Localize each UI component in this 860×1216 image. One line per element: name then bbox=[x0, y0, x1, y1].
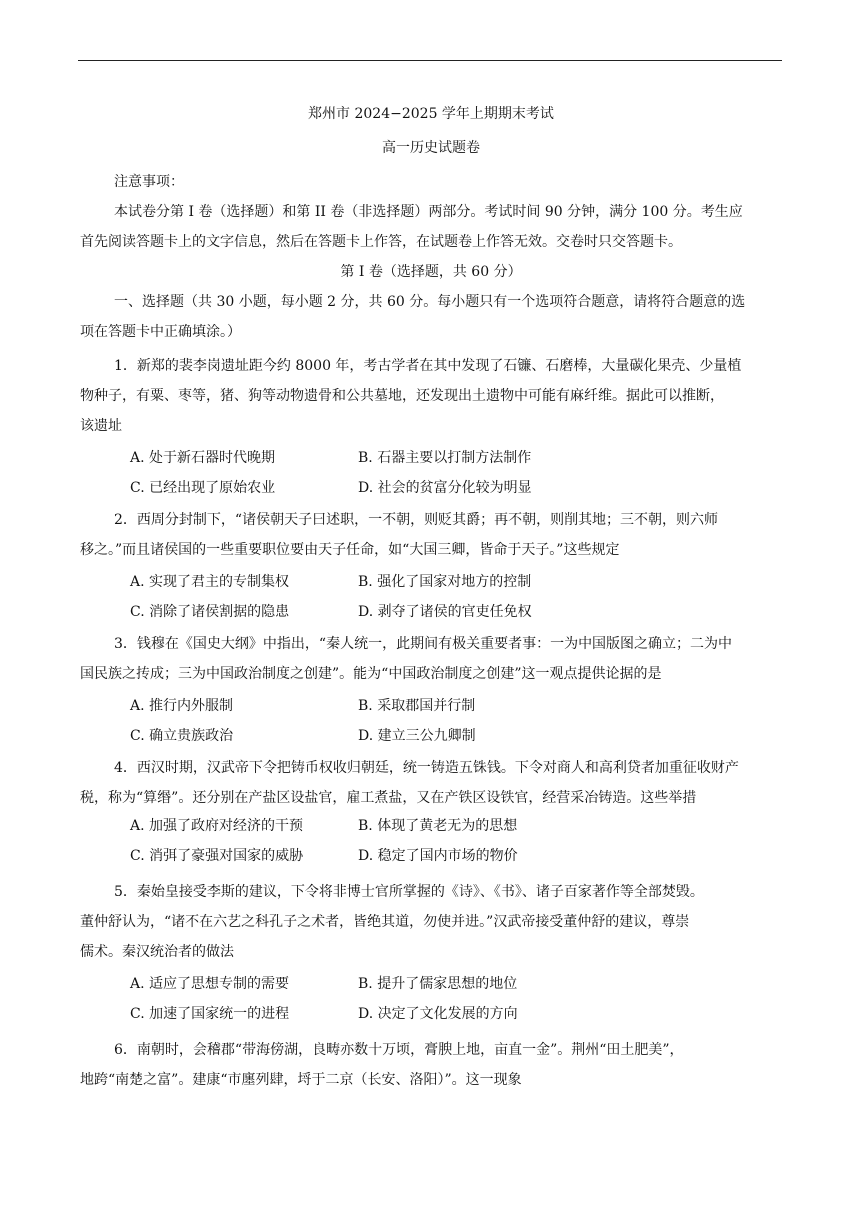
option-c: C. 消除了诸侯割据的隐患 bbox=[130, 604, 290, 620]
option-d: D. 稳定了国内市场的物价 bbox=[358, 848, 518, 864]
option-c: C. 加速了国家统一的进程 bbox=[130, 1006, 290, 1022]
option-a: A. 推行内外服制 bbox=[130, 698, 234, 714]
option-d: D. 剥夺了诸侯的官吏任免权 bbox=[358, 604, 532, 620]
question-stem: 该遗址 bbox=[80, 418, 122, 434]
section-instruction: 项在答题卡中正确填涂。） bbox=[80, 324, 241, 340]
option-c: C. 消弭了豪强对国家的威胁 bbox=[130, 848, 304, 864]
notice-heading: 注意事项： bbox=[114, 174, 184, 190]
question-stem: 4．西汉时期，汉武帝下令把铸币权收归朝廷，统一铸造五铢钱。下令对商人和高利贷者加重征收财产 bbox=[114, 760, 739, 776]
question-stem: 2．西周分封制下，“诸侯朝天子曰述职，一不朝，则贬其爵；再不朝，则削其地；三不朝，则六师 bbox=[114, 512, 719, 528]
question-3 bbox=[80, 631, 782, 751]
notice-line: 首先阅读答题卡上的文字信息，然后在答题卡上作答，在试题卷上作答无效。交卷时只交答题卡。 bbox=[80, 234, 682, 250]
question-4 bbox=[80, 755, 782, 871]
question-stem: 税，称为“算缗”。还分别在产盐区设盐官，雇工煮盐，又在产铁区设铁官，经营采冶铸造。这些举措 bbox=[80, 790, 697, 806]
question-stem: 3．钱穆在《国史大纲》中指出，“秦人统一，此期间有极关重要者事：一为中国版图之确立；二为中 bbox=[114, 636, 733, 652]
option-d: D. 建立三公九卿制 bbox=[358, 728, 476, 744]
question-1 bbox=[80, 353, 782, 503]
question-6 bbox=[80, 1037, 782, 1093]
section-instruction: 一、选择题（共 30 小题，每小题 2 分，共 60 分。每小题只有一个选项符合题意，请将符合题意的选 bbox=[114, 294, 746, 310]
exam-paper bbox=[80, 101, 782, 1093]
option-a: A. 加强了政府对经济的干预 bbox=[130, 818, 304, 834]
header-rule bbox=[78, 60, 782, 61]
option-a: A. 实现了君主的专制集权 bbox=[130, 574, 290, 590]
option-b: B. 提升了儒家思想的地位 bbox=[358, 976, 518, 992]
exam-title: 郑州市 2024−2025 学年上期期末考试 bbox=[308, 106, 554, 122]
option-a: A. 适应了思想专制的需要 bbox=[130, 976, 290, 992]
question-stem: 董仲舒认为，“诸不在六艺之科孔子之术者，皆绝其道，勿使并进。”汉武帝接受董仲舒的建议，尊崇 bbox=[80, 914, 690, 930]
question-stem: 地跨“南楚之富”。建康“市廛列肆，埒于二京（长安、洛阳）”。这一现象 bbox=[80, 1072, 522, 1088]
option-c: C. 确立贵族政治 bbox=[130, 728, 234, 744]
question-stem: 5．秦始皇接受李斯的建议，下令将非博士官所掌握的《诗》、《书》、诸子百家著作等全部焚毁。 bbox=[114, 884, 704, 900]
question-5 bbox=[80, 879, 782, 1029]
exam-subtitle: 高一历史试题卷 bbox=[382, 140, 480, 156]
question-2 bbox=[80, 507, 782, 627]
question-stem: 1．新郑的裴李岗遗址距今约 8000 年，考古学者在其中发现了石镰、石磨棒，大量碳化果壳、少量植 bbox=[114, 358, 742, 374]
option-c: C. 已经出现了原始农业 bbox=[130, 480, 276, 496]
question-stem: 移之。”而且诸侯国的一些重要职位要由天子任命，如“大国三卿，皆命于天子。”这些规定 bbox=[80, 542, 620, 558]
option-a: A. 处于新石器时代晚期 bbox=[130, 450, 276, 466]
section-title: 第 I 卷（选择题，共 60 分） bbox=[340, 264, 522, 280]
option-b: B. 采取郡国并行制 bbox=[358, 698, 476, 714]
option-d: D. 决定了文化发展的方向 bbox=[358, 1006, 518, 1022]
question-stem: 物种子，有粟、枣等，猪、狗等动物遗骨和公共墓地，还发现出土遗物中可能有麻纤维。据此可以推断， bbox=[80, 388, 724, 404]
option-b: B. 石器主要以打制方法制作 bbox=[358, 450, 532, 466]
question-stem: 儒术。秦汉统治者的做法 bbox=[80, 944, 234, 960]
question-stem: 6．南朝时，会稽郡“带海傍湖，良畴亦数十万顷，膏腴上地，亩直一金”。荆州“田土肥美”， bbox=[114, 1042, 684, 1058]
option-d: D. 社会的贫富分化较为明显 bbox=[358, 480, 532, 496]
option-b: B. 体现了黄老无为的思想 bbox=[358, 818, 518, 834]
option-b: B. 强化了国家对地方的控制 bbox=[358, 574, 532, 590]
question-stem: 国民族之抟成；三为中国政治制度之创建”。能为“中国政治制度之创建”这一观点提供论据的是 bbox=[80, 666, 662, 682]
notice-line: 本试卷分第 I 卷（选择题）和第 II 卷（非选择题）两部分。考试时间 90 分钟，满分 100 分。考生应 bbox=[114, 204, 743, 220]
